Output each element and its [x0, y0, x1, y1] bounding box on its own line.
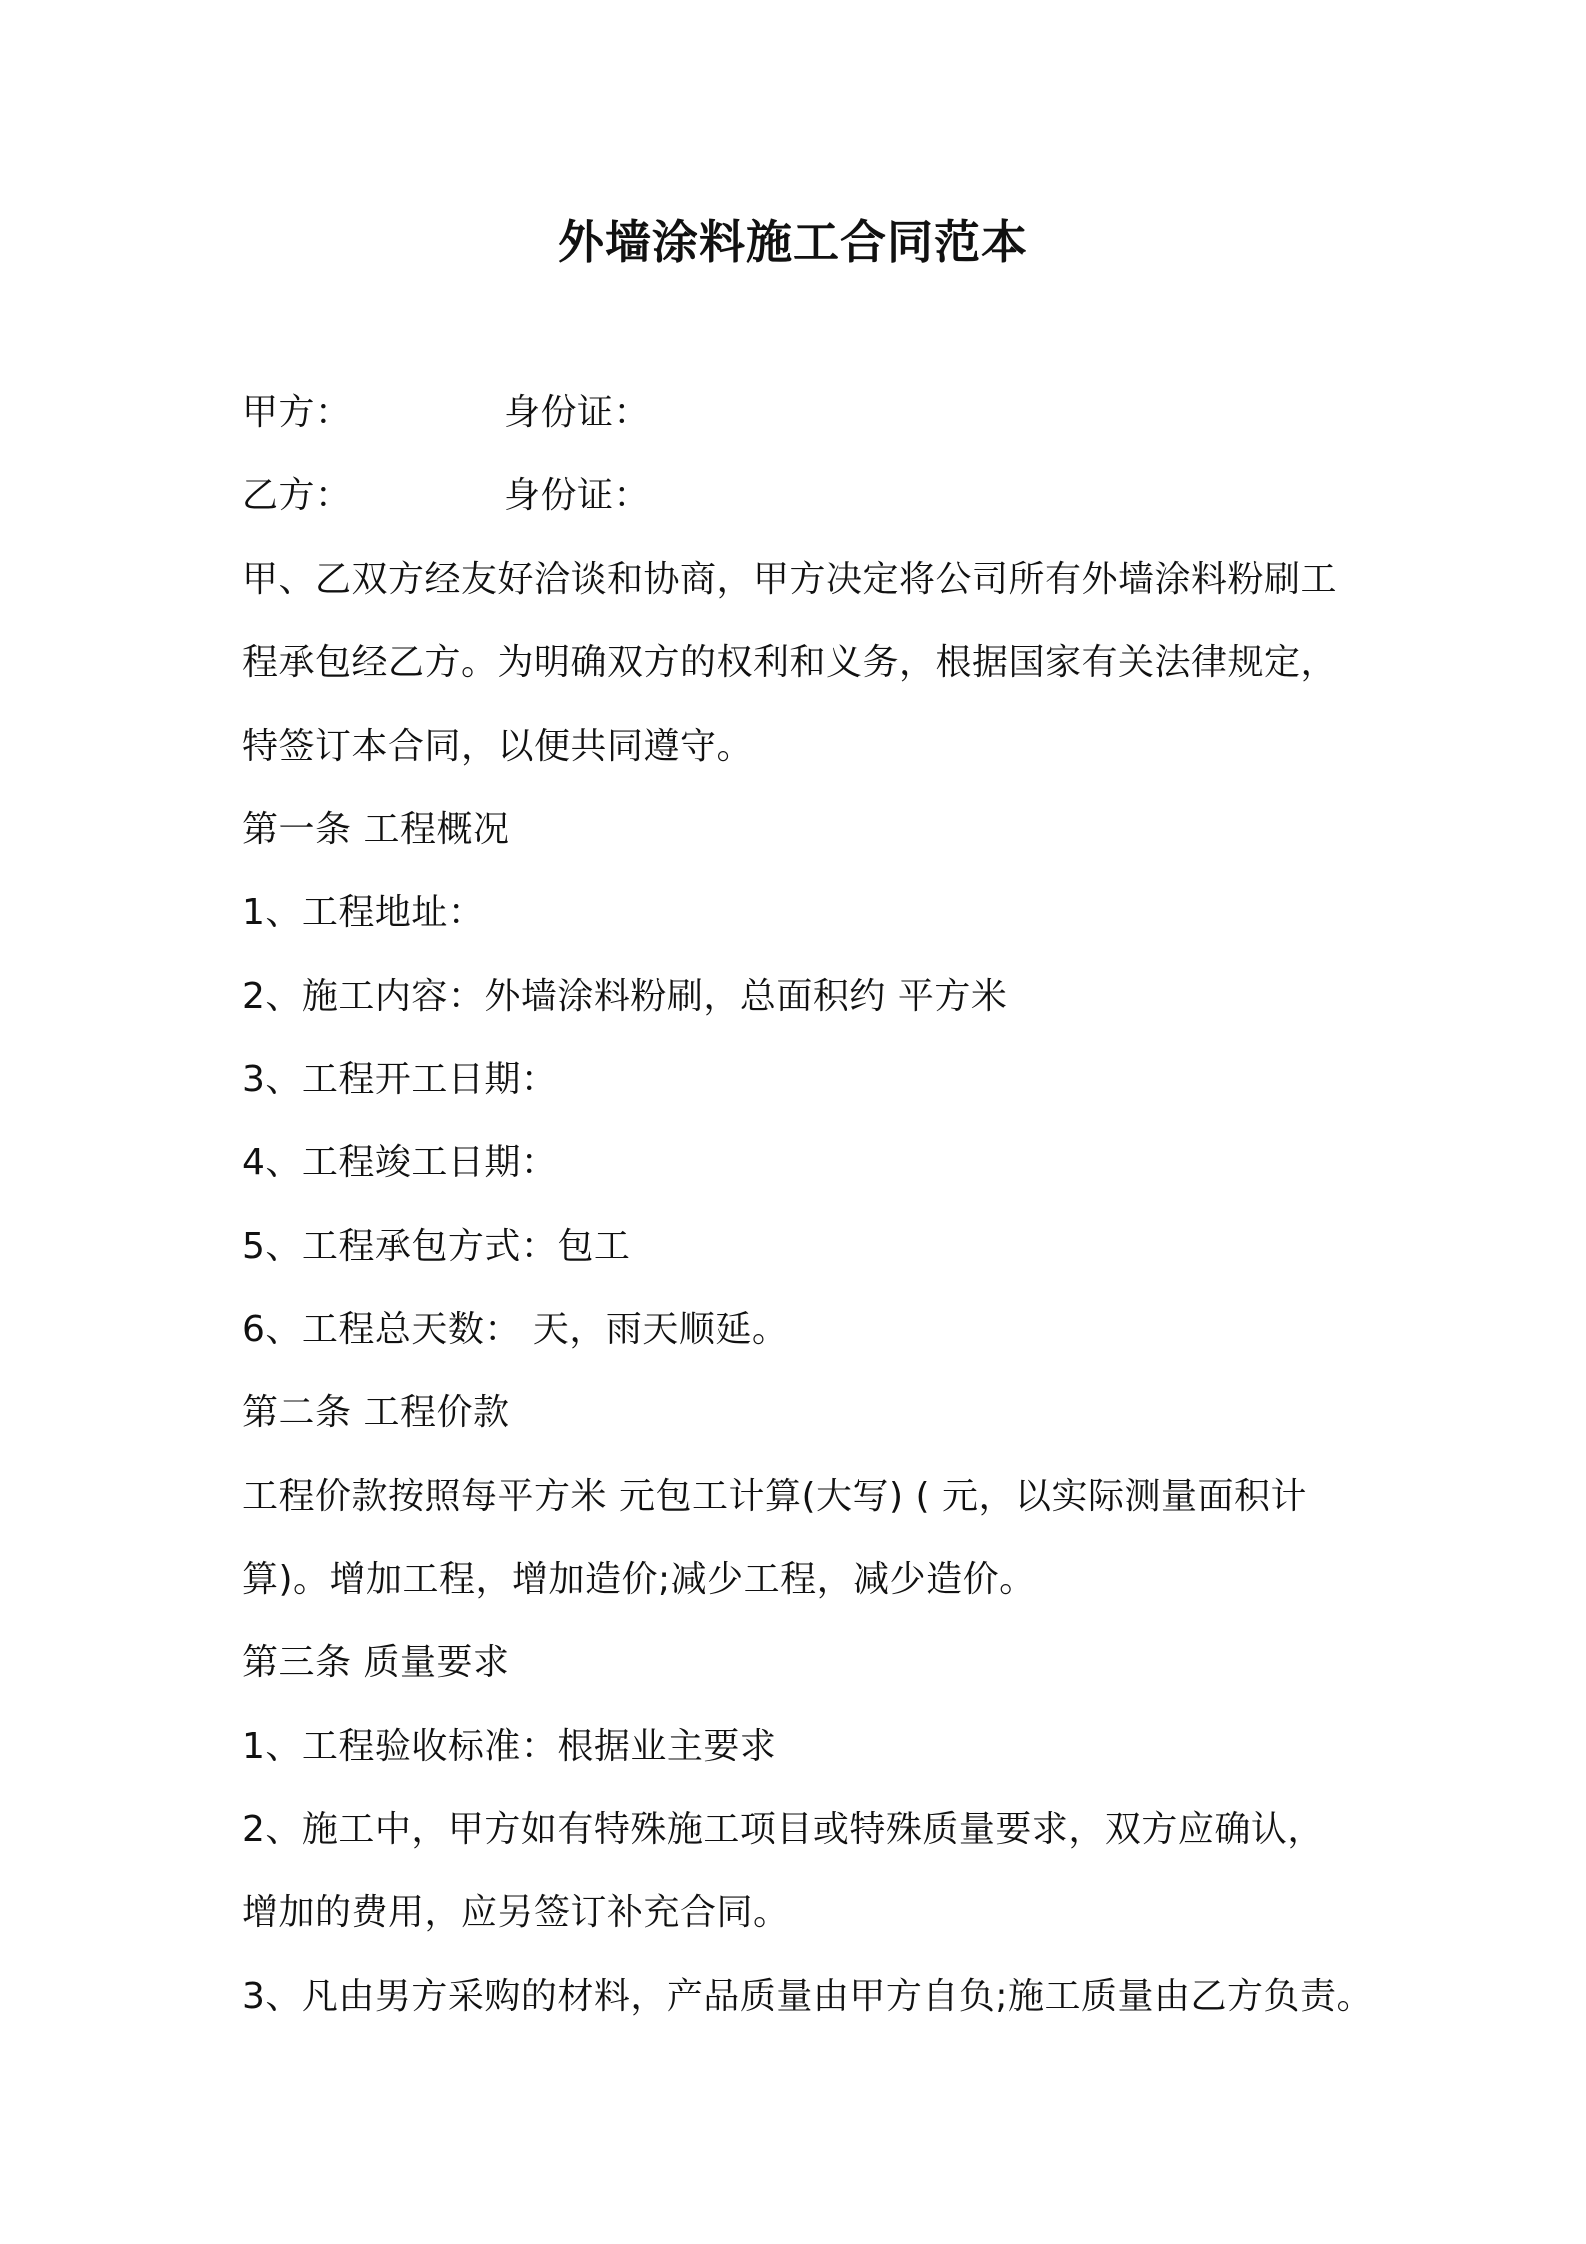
article-1-item: 3、工程开工日期：	[242, 1059, 558, 1100]
article-3-line: 1、工程验收标准：根据业主要求	[242, 1726, 777, 1767]
article-1-item: 5、工程承包方式：包工	[242, 1226, 631, 1267]
article-1-item: 1、工程地址：	[242, 892, 485, 933]
party-a-id-label: 身份证：	[504, 392, 651, 433]
article-1-item: 4、工程竣工日期：	[242, 1142, 558, 1183]
article-3-line: 2、施工中，甲方如有特殊施工项目或特殊质量要求，双方应确认，	[242, 1809, 1324, 1850]
article-3-line: 增加的费用，应另签订补充合同。	[242, 1892, 790, 1933]
article-2-line: 工程价款按照每平方米 元包工计算(大写) ( 元，以实际测量面积计	[242, 1476, 1307, 1517]
document-title: 外墙涂料施工合同范本	[558, 215, 1028, 269]
article-1-item: 6、工程总天数： 天，雨天顺延。	[242, 1309, 789, 1350]
party-b-id-label: 身份证：	[504, 475, 651, 516]
party-a-line	[242, 388, 1362, 438]
party-b-label: 乙方：	[242, 475, 352, 516]
article-2-heading: 第二条 工程价款	[242, 1392, 510, 1433]
article-3-line: 3、凡由男方采购的材料，产品质量由甲方自负;施工质量由乙方负责。	[242, 1976, 1374, 2017]
party-b-line	[242, 471, 1362, 521]
preamble-line: 程承包经乙方。为明确双方的权利和义务，根据国家有关法律规定，	[242, 642, 1338, 683]
article-2-line: 算)。增加工程，增加造价;减少工程，减少造价。	[242, 1559, 1036, 1600]
preamble-line: 甲、乙双方经友好洽谈和协商，甲方决定将公司所有外墙涂料粉刷工	[242, 559, 1338, 600]
preamble-line: 特签订本合同，以便共同遵守。	[242, 726, 754, 767]
article-3-heading: 第三条 质量要求	[242, 1642, 510, 1683]
party-a-label: 甲方：	[242, 392, 352, 433]
article-1-heading: 第一条 工程概况	[242, 809, 510, 850]
article-1-item: 2、施工内容：外墙涂料粉刷，总面积约 平方米	[242, 976, 1008, 1017]
